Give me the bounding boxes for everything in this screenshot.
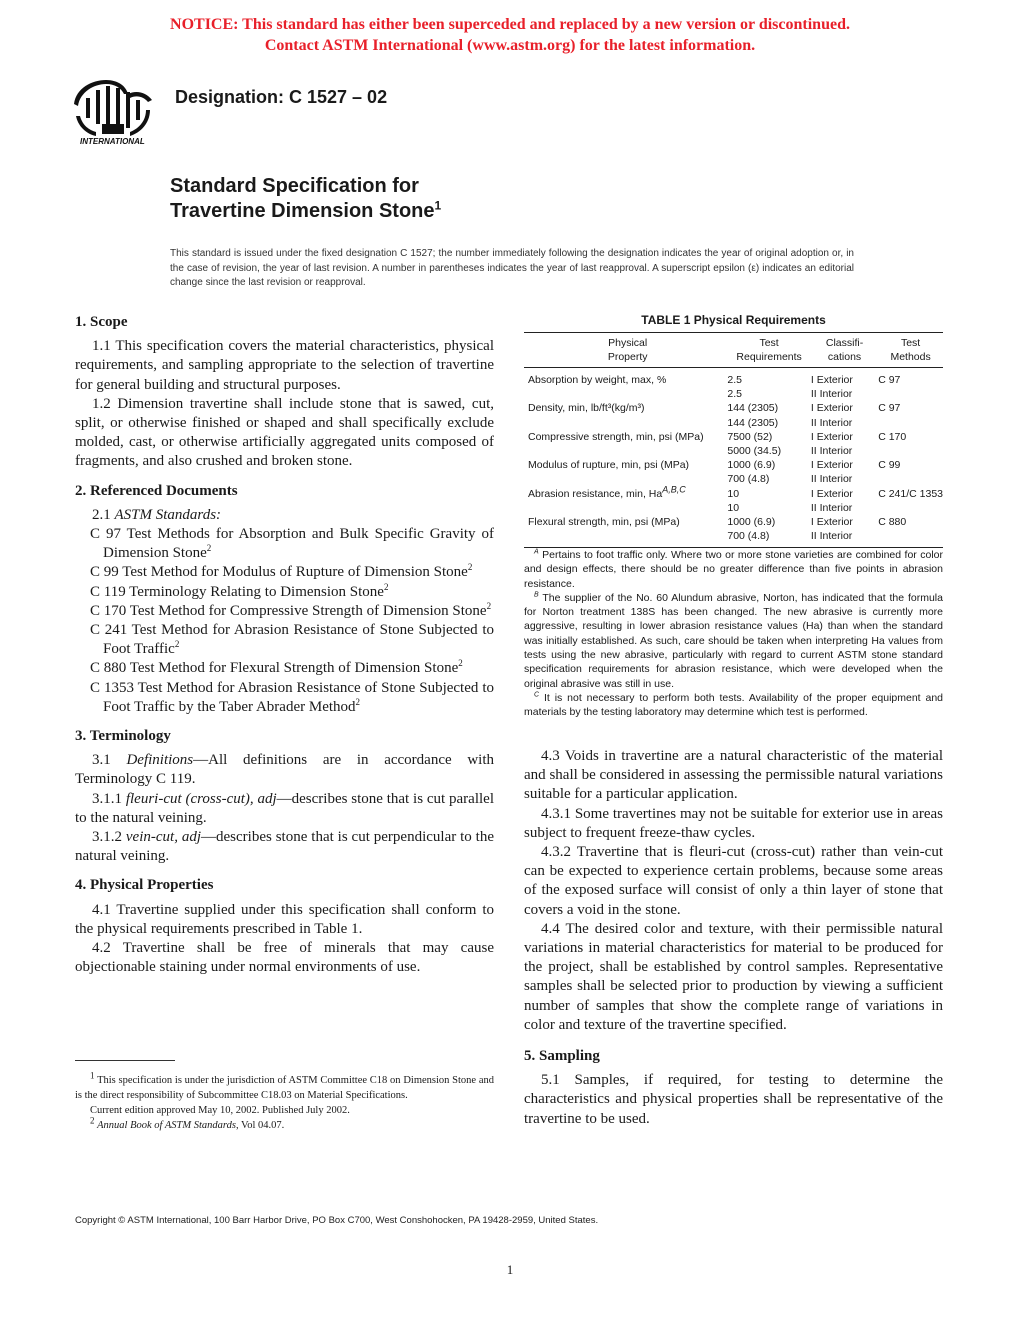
table-body xyxy=(524,368,943,548)
notice-line-1: NOTICE: This standard has either been superceded and replaced by a new version or discontinued. xyxy=(170,16,850,33)
section-heading-referenced: 2. Referenced Documents xyxy=(75,482,238,499)
paragraph: 3.1.2 vein-cut, adj—describes stone that is cut perpendicular to the natural veining. xyxy=(75,829,494,865)
table-cell: I Exterior xyxy=(810,487,853,500)
section-heading-physical: 4. Physical Properties xyxy=(75,877,214,894)
logo-international-text: INTERNATIONAL xyxy=(80,137,145,146)
table-cell xyxy=(878,501,943,515)
reference-list xyxy=(75,525,494,717)
table-cell: 5000 (34.5) xyxy=(727,445,782,458)
astm-logo xyxy=(66,74,162,148)
paragraph: 4.3 Voids in travertine are a natural characteristic of the material and shall be considered in assessing the permissible natural variations suitable for a particular application. xyxy=(524,748,943,803)
table-row xyxy=(524,458,943,472)
table-cell: 2.5 xyxy=(727,388,742,401)
table-row xyxy=(524,416,943,430)
table-header-cell: Classifi- cations xyxy=(825,337,864,363)
table-note: $^A$ Pertains to foot traffic only. Where two or more stone varieties are combined for color and design effects, there should be no greater difference than five points in abrasion resistance. xyxy=(524,548,943,590)
table-cell: 10 xyxy=(727,487,740,500)
table-cell: II Interior xyxy=(810,416,853,429)
reference-item: C 99 Test Method for Modulus of Rupture of Dimension Stone$^2$ xyxy=(90,562,473,581)
table-cell: Abrasion resistance, min, $Ha^{A,B,C}$ xyxy=(528,484,686,500)
table-cell: Absorption by weight, max, % xyxy=(528,374,667,386)
section-heading-terminology: 3. Terminology xyxy=(75,728,171,745)
table-cell: II Interior xyxy=(811,529,878,548)
physical-requirements-table xyxy=(524,332,943,548)
table-row xyxy=(524,529,943,548)
reference-item: C 97 Test Methods for Absorption and Bulk Specific Gravity of Dimension Stone$^2$ xyxy=(90,526,494,562)
paragraph: 3.1.1 fleuri-cut (cross-cut), adj—describes stone that is cut parallel to the natural veining. xyxy=(75,790,494,826)
table-cell: 700 (4.8) xyxy=(727,473,770,486)
section-heading-scope: 1. Scope xyxy=(75,314,128,330)
table-cell: Modulus of rupture, min, psi (MPa) xyxy=(528,459,690,472)
table-cell xyxy=(878,529,943,548)
table-cell: Density, min, lb/ft³(kg/m³) xyxy=(528,402,645,415)
title-line-1: Standard Specification for xyxy=(170,175,419,197)
paragraph: 1.1 This specification covers the material characteristics, physical requirements, and sampling appropriate to the selection of travertine for general building and structural purposes. xyxy=(75,338,494,393)
table-cell: II Interior xyxy=(810,473,853,486)
table-cell: C 170 xyxy=(878,430,907,443)
table-header-cell: Test Requirements xyxy=(736,337,802,363)
reference-item: C 1353 Test Method for Abrasion Resistance of Stone Subjected to Foot Traffic by the Taber Abrader Method$^2$ xyxy=(90,679,494,715)
footnote-2: $^2$ Annual Book of ASTM Standards, Vol 04.07. xyxy=(90,1115,285,1131)
paragraph: 4.4 The desired color and texture, with their permissible natural variations in material characteristics for material to be produced for the project, shall be established by control samples. Representative samples shall be selected prior to production by viewing a sufficient number of samples that show the complete range of variations in color and texture of the travertine specified. xyxy=(524,920,943,1033)
table-row xyxy=(524,368,943,388)
table-cell xyxy=(524,529,727,548)
table-header-cell: Test Methods xyxy=(890,337,931,363)
paragraph: 4.1 Travertine supplied under this specification shall conform to the physical requirements prescribed in Table 1. xyxy=(75,901,494,937)
designation: Designation: C 1527 – 02 xyxy=(175,87,388,107)
table-cell: I Exterior xyxy=(810,430,853,443)
table-row xyxy=(524,430,943,444)
table-cell: C 241/C 1353 xyxy=(878,487,943,500)
table-cell: II Interior xyxy=(810,388,853,401)
paragraph: 4.3.1 Some travertines may not be suitable for exterior use in areas subject to frequent freeze-thaw cycles. xyxy=(524,805,943,841)
copyright: Copyright © ASTM International, 100 Barr Harbor Drive, PO Box C700, West Conshohocken, PA 19428-2959, United States. xyxy=(75,1215,599,1226)
reference-item: C 119 Terminology Relating to Dimension Stone$^2$ xyxy=(90,581,389,600)
table-cell xyxy=(878,387,943,401)
paragraph: 4.2 Travertine shall be free of minerals that may cause objectionable staining under normal environments of use. xyxy=(75,940,494,976)
table-cell: 144 (2305) xyxy=(727,402,779,415)
table-cell: 144 (2305) xyxy=(727,416,779,429)
subsection-label: 2.1 ASTM Standards: xyxy=(92,506,222,523)
supersede-notice xyxy=(0,14,1020,56)
table-cell: I Exterior xyxy=(810,374,853,386)
table-cell: C 97 xyxy=(878,402,901,415)
footnote-1-edition: Current edition approved May 10, 2002. Published July 2002. xyxy=(90,1105,350,1116)
table-cell: I Exterior xyxy=(810,516,853,529)
reference-item: C 170 Test Method for Compressive Strength of Dimension Stone$^2$ xyxy=(90,600,492,619)
table-cell: 1000 (6.9) xyxy=(727,516,776,529)
table-cell xyxy=(878,472,943,486)
table-cell: Compressive strength, min, psi (MPa) xyxy=(528,430,704,443)
table-header-cell: Physical Property xyxy=(607,337,648,363)
table-cell xyxy=(878,416,943,430)
table-cell: Flexural strength, min, psi (MPa) xyxy=(528,516,680,529)
paragraph: 3.1 Definitions—All definitions are in accordance with Terminology C 119. xyxy=(75,752,495,788)
table-cell: II Interior xyxy=(810,445,853,458)
document-title xyxy=(170,174,441,224)
right-column xyxy=(524,747,943,1129)
left-column xyxy=(75,313,494,978)
paragraph: 5.1 Samples, if required, for testing to determine the characteristics and physical properties shall be representative of the travertine to be used. xyxy=(524,1072,943,1127)
footnote-divider xyxy=(75,1060,175,1061)
reference-item: C 880 Test Method for Flexural Strength of Dimension Stone$^2$ xyxy=(90,658,463,677)
table-header-row xyxy=(524,333,943,368)
table-cell: 700 (4.8) xyxy=(727,529,811,548)
table-notes xyxy=(524,548,943,720)
notice-line-2: Contact ASTM International (www.astm.org) for the latest information. xyxy=(264,37,756,54)
table-note: $^B$ The supplier of the No. 60 Alundum abrasive, Norton, has indicated that the formula for Norton treatment 138S has been changed. The new abrasive is currently more aggressive, resulting in lower abrasion resistance values (Ha) than when the standard was initially established. As such, care should be taken when interpreting Ha values from tests using the new abrasive, particularly with regard to current ASTM stone standard specification requirements for abrasion resistance, which were developed when the original abrasive was still in use. xyxy=(524,591,943,690)
table-row xyxy=(524,401,943,415)
table-row xyxy=(524,387,943,401)
table-cell: I Exterior xyxy=(810,459,853,472)
table-cell xyxy=(524,416,727,430)
table-cell: I Exterior xyxy=(810,402,853,415)
table-cell xyxy=(524,387,727,401)
table-row xyxy=(524,501,943,515)
footnotes xyxy=(75,1070,494,1133)
table-cell: 7500 (52) xyxy=(727,430,773,443)
table-cell: 2.5 xyxy=(727,374,742,386)
issued-note: This standard is issued under the fixed designation C 1527; the number immediately following the designation indicates the year of original adoption or, in the case of revision, the year of last revision. A number in parentheses indicates the year of last reapproval. A superscript epsilon (ε) indicates an editorial change since the last revision or reapproval. xyxy=(170,248,854,288)
table-cell: C 880 xyxy=(878,516,907,529)
table-row xyxy=(524,515,943,529)
table-cell: C 97 xyxy=(878,374,901,386)
page-number: 1 xyxy=(506,1262,514,1277)
table-caption: TABLE 1 Physical Requirements xyxy=(641,313,826,327)
table-cell xyxy=(878,444,943,458)
table-cell xyxy=(524,472,727,486)
title-line-2: Travertine Dimension Stone$^1$ xyxy=(170,198,442,222)
table-cell xyxy=(524,501,727,515)
reference-item: C 241 Test Method for Abrasion Resistance of Stone Subjected to Foot Traffic$^2$ xyxy=(90,622,494,658)
astm-logo-icon xyxy=(66,74,162,148)
table-note: $^C$ It is not necessary to perform both tests. Availability of the proper equipment and materials by the testing laboratory may determine which test is performed. xyxy=(524,691,943,719)
table-row xyxy=(524,487,943,501)
paragraph: 4.3.2 Travertine that is fleuri-cut (cross-cut) rather than vein-cut can be expected to experience certain problems, because some areas of the exposed surface will consist of only a thin layer of stone that covers a void in the stone. xyxy=(524,844,943,918)
table-row xyxy=(524,472,943,486)
table-cell xyxy=(524,444,727,458)
table-cell: 1000 (6.9) xyxy=(727,459,776,472)
paragraph: 1.2 Dimension travertine shall include stone that is sawed, cut, split, or otherwise finished or shaped and shall specifically exclude molded, cast, or otherwise artificially aggregated units composed of fragments, and also crushed and broken stone. xyxy=(75,395,494,470)
table-cell: II Interior xyxy=(810,501,853,514)
table-row xyxy=(524,444,943,458)
table-cell: 10 xyxy=(727,501,740,514)
title-footnote-ref: 1 xyxy=(434,198,442,213)
table-cell: C 99 xyxy=(878,459,901,472)
section-heading-sampling: 5. Sampling xyxy=(524,1048,600,1065)
footnote-1: $^1$ This specification is under the jurisdiction of ASTM Committee C18 on Dimension Stone and is the direct responsibility of Subcommittee C18.03 on Material Specifications. xyxy=(75,1070,494,1101)
